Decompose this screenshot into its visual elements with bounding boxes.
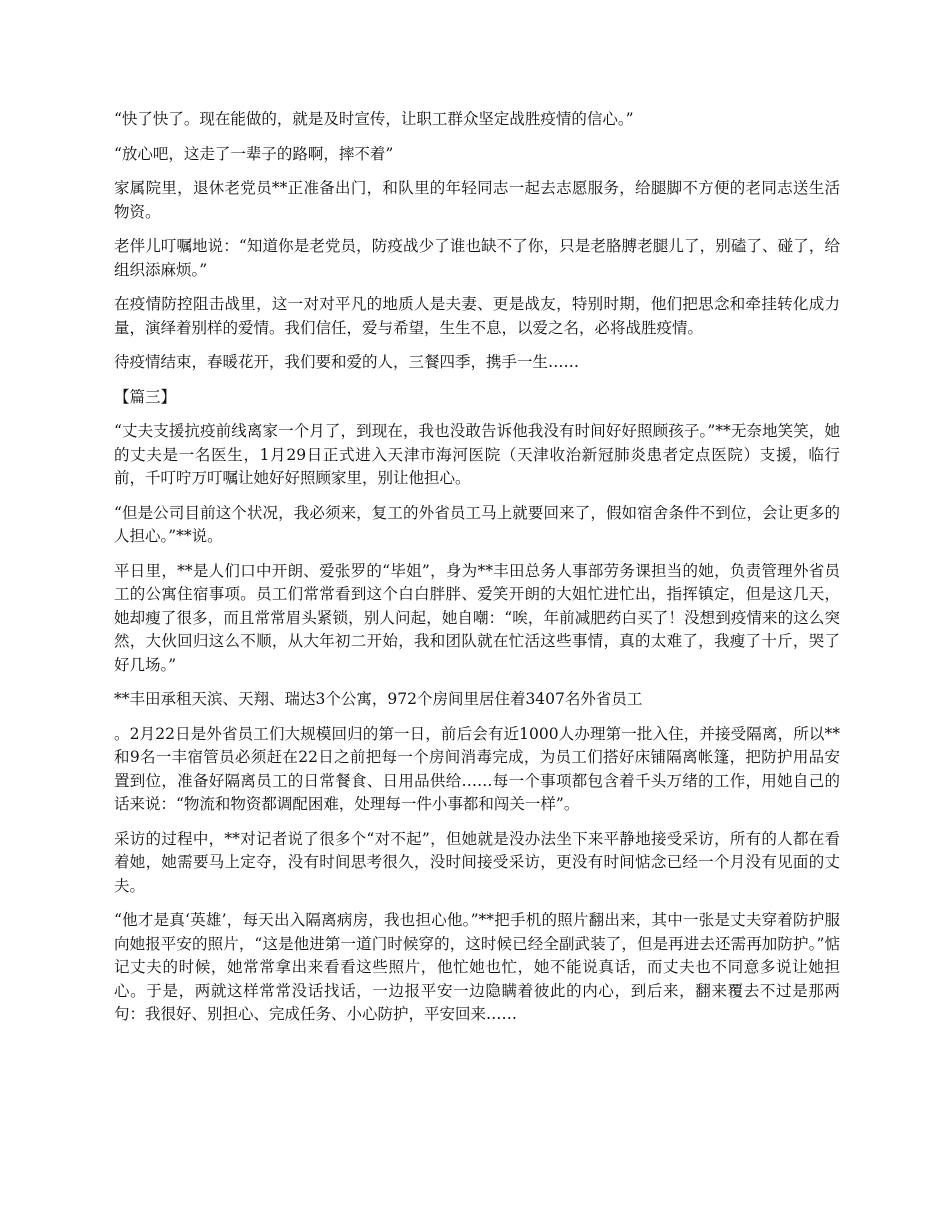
paragraph: 。2月22日是外省员工们大规模回归的第一日，前后会有近1000人办理第一批入住，并接受隔离，所以**和9名一丰宿管员必须赶在22日之前把每一个房间消毒完成，为员工们搭好床铺隔离帐篷，把防护用品安置到位，准备好隔离员工的日常餐食、日用品供给……每一个事项都包含着千头万绪的工作，用她自己的话来说：“物流和物资都调配困难，处理每一件小事都和闯关一样”。 [114, 724, 840, 813]
paragraph: “但是公司目前这个状况，我必须来，复工的外省员工马上就要回来了，假如宿舍条件不到位，会让更多的人担心。”**说。 [114, 503, 840, 545]
paragraph: 采访的过程中，**对记者说了很多个“对不起”，但她就是没办法坐下来平静地接受采访，所有的人都在看着她，她需要马上定夺，没有时间思考很久，没时间接受采访，更没有时间惦念已经一个月没有见面的丈夫。 [114, 829, 840, 895]
paragraph: “放心吧，这走了一辈子的路啊，摔不着” [114, 144, 394, 163]
section-heading: 【篇三】 [114, 387, 177, 406]
paragraph: 待疫情结束，春暖花开，我们要和爱的人，三餐四季，携手一生…… [114, 353, 580, 371]
paragraph: 家属院里，退休老党员**正准备出门，和队里的年轻同志一起去志愿服务，给腿脚不方便的老同志送生活物资。 [114, 179, 840, 221]
paragraph: “快了快了。现在能做的，就是及时宣传，让职工群众坚定战胜疫情的信心。” [114, 110, 634, 128]
paragraph: “他才是真‘英雄’，每天出入隔离病房，我也担心他。”**把手机的照片翻出来，其中一张是丈夫穿着防护服向她报平安的照片，“这是他进第一道门时候穿的，这时候已经全副武装了，但是再进去还需再加防护。”惦记丈夫的时候，她常常拿出来看看这些照片，他忙她也忙，她不能说真话，而丈夫也不同意多说让她担心。于是，两就这样常常没话找话，一边报平安一边隐瞒着彼此的内心，到后来，翻来覆去不过是那两句：我很好、别担心、完成任务、小心防护，平安回来…… [114, 911, 840, 1023]
paragraph: “丈夫支援抗疫前线离家一个月了，到现在，我也没敢告诉他我没有时间好好照顾孩子。”**无奈地笑笑，她的丈夫是一名医生，1月29日正式进入天津市海河医院（天津收治新冠肺炎患者定点医院）支援，临行前，千叮咛万叮嘱让她好好照顾家里，别让他担心。 [114, 422, 840, 487]
document-body [114, 108, 840, 1038]
paragraph: 平日里，**是人们口中开朗、爱张罗的“毕姐”，身为**丰田总务人事部劳务课担当的她，负责管理外省员工的公寓住宿事项。员工们常常看到这个白白胖胖、爱笑开朗的大姐忙进忙出，指挥镇定，但是这几天，她却瘦了很多，而且常常眉头紧锁，别人问起，她自嘲：“唉，年前减肥药白买了！没想到疫情来的这么突然，大伙回归这么不顺，从大年初二开始，我和团队就在忙活这些事情，真的太难了，我瘦了十斤，哭了好几场。” [114, 561, 840, 674]
paragraph: **丰田承租天滨、天翔、瑞达3个公寓，972个房间里居住着3407名外省员工 [114, 690, 643, 708]
paragraph: 老伴儿叮嘱地说：“知道你是老党员，防疫战少了谁也缺不了你，只是老胳膊老腿儿了，别磕了、碰了，给组织添麻烦。” [114, 237, 840, 279]
paragraph: 在疫情防控阻击战里，这一对对平凡的地质人是夫妻、更是战友，特别时期，他们把思念和牵挂转化成力量，演绎着别样的爱情。我们信任，爱与希望，生生不息，以爱之名，必将战胜疫情。 [114, 295, 840, 337]
